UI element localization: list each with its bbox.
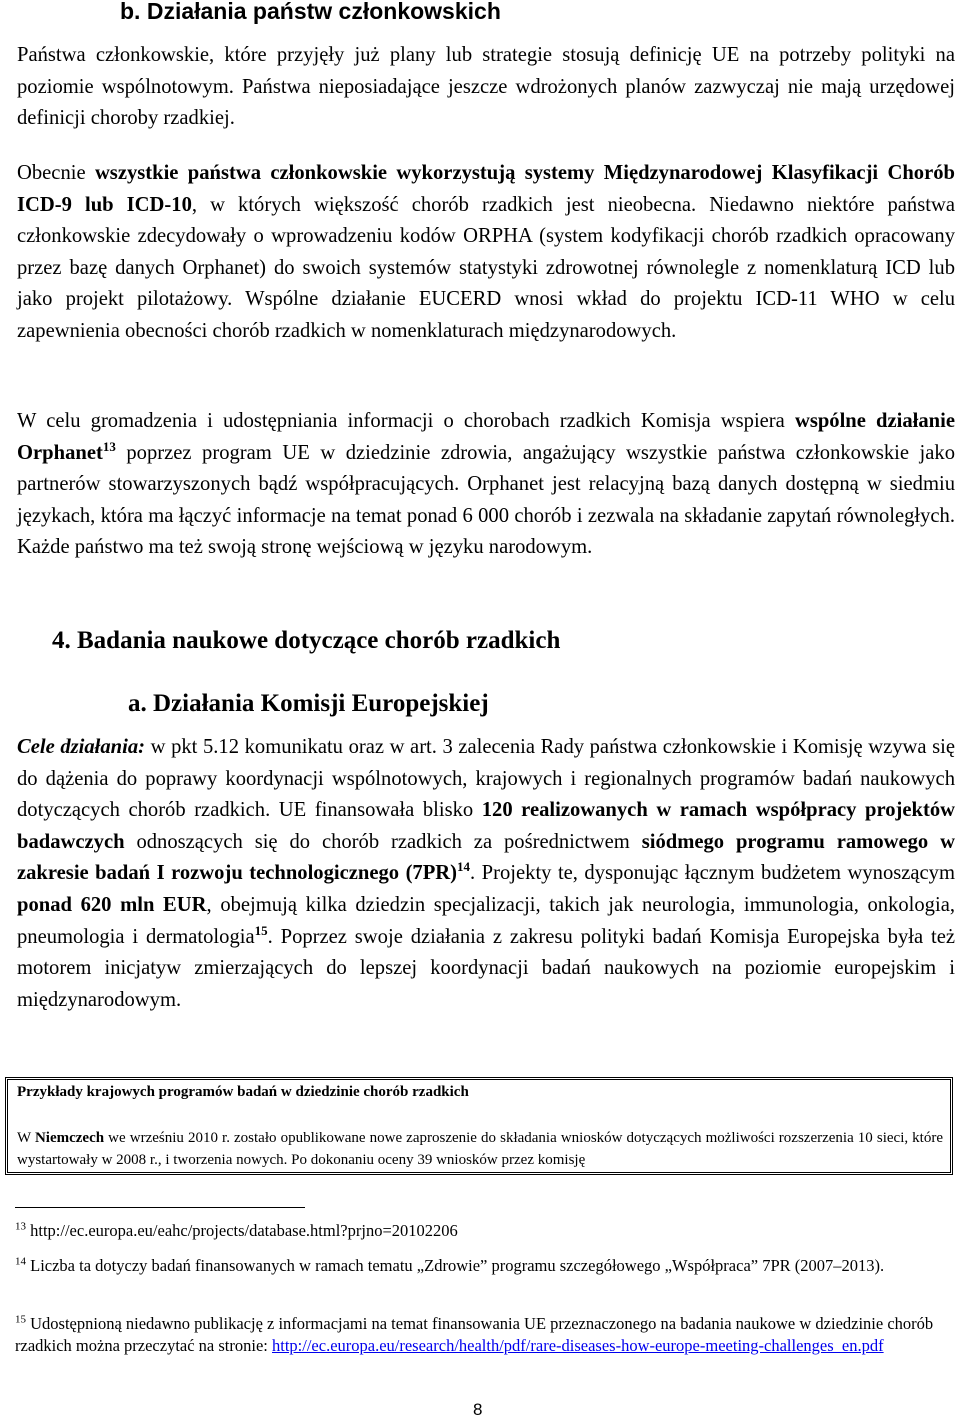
footnote-ref-13[interactable]: 13 [102, 438, 116, 454]
paragraph-research [17, 732, 955, 1016]
section-4a-heading: a. Działania Komisji Europejskiej [128, 690, 489, 717]
text-run: Obecnie [17, 162, 95, 184]
footnote-14 [15, 1255, 940, 1277]
footnote-number: 13 [15, 1220, 26, 1233]
bold-run: 120 realizowanych w ramach współpracy projektów badawczych [17, 799, 956, 853]
footnote-link[interactable]: http://ec.europa.eu/research/health/pdf/rare-diseases-how-europe-meeting-challenges_en.pdf [272, 1336, 884, 1355]
example-box-title: Przykłady krajowych programów badań w dziedzinie chorób rzadkich [17, 1084, 469, 1100]
paragraph-definitions [17, 40, 955, 135]
footnote-number: 15 [15, 1313, 26, 1326]
text-run: . Poprzez swoje działania z zakresu polityki badań Komisja Europejska była też motorem inicjatyw zmierzających do lepszej koordynacji badań naukowych na poziomie europejskim i międzynarodowym. [17, 925, 955, 1011]
bold-run: siódmego programu ramowego w zakresie badań I rozwoju technologicznego (7PR) [17, 830, 955, 885]
footnote-text: Liczba ta dotyczy badań finansowanych w ramach tematu „Zdrowie” programu szczegółowego „Współpraca” 7PR (2007–2013). [26, 1256, 885, 1275]
footnote-ref-15[interactable]: 15 [254, 922, 268, 938]
text-run: w pkt 5.12 komunikatu oraz w art. 3 zalecenia Rady państwa członkowskie i Komisję wzywa się do dążenia do poprawy koordynacji wspólnotowych, krajowych i regionalnych programów badań naukowych dotyczących chorób rzadkich. UE finansowała blisko [17, 736, 955, 822]
paragraph-icd [17, 158, 955, 348]
text-run: , w których większość chorób rzadkich jest nieobecna. Niedawno niektóre państwa członkowskie zdecydowały o wprowadzeniu kodów ORPHA (system kodyfikacji chorób rzadkich opracowany przez bazę danych Orphanet) do swoich systemów statystyki zdrowotnej równolegle z nomenklaturą ICD lub jako projekt pilotażowy. Wspólne działanie EUCERD wnosi wkład do projektu ICD-11 WHO w celu zapewnienia obecności chorób rzadkich w nomenklaturach międzynarodowych. [17, 193, 955, 342]
footnote-text: Udostępnioną niedawno publikację z informacjami na temat finansowania UE przeznaczonego na badania naukowe w dziedzinie chorób rzadkich można przeczytać na stronie: [15, 1314, 934, 1355]
text-run: W [17, 1130, 35, 1146]
example-box-text [17, 1127, 943, 1171]
text-run: W celu gromadzenia i udostępniania informacji o chorobach rzadkich Komisja wspiera [17, 410, 795, 432]
text-run: we wrześniu 2010 r. zostało opublikowane nowe zaproszenie do składania wniosków dotyczących możliwości rozszerzenia 10 sieci, które wystartowały w 2008 r., i tworzenia nowych. Po dokonaniu oceny 39 wniosków przez komisję [17, 1130, 944, 1168]
paragraph-orphanet [17, 406, 955, 564]
bold-run: ponad 620 mln EUR [17, 893, 207, 916]
section-4-heading: 4. Badania naukowe dotyczące chorób rzadkich [52, 627, 561, 654]
page-number: 8 [473, 1400, 483, 1419]
paragraph-text: Państwa członkowskie, które przyjęły już plany lub strategie stosują definicję UE na potrzeby polityki na poziomie wspólnotowym. Państwa nieposiadające jeszcze wdrożonych planów zazwyczaj nie mają urzędowej definicji choroby rzadkiej. [17, 44, 955, 130]
text-run: odnoszących się do chorób rzadkich za pośrednictwem [124, 830, 642, 853]
example-box [5, 1077, 953, 1175]
goals-label: Cele działania: [17, 736, 146, 758]
footnote-ref-14[interactable]: 14 [457, 859, 471, 875]
bold-run: Niemczech [34, 1130, 105, 1146]
text-run: poprzez program UE w dziedzinie zdrowia, angażujący wszystkie państwa członkowskie jako partnerów stowarzyszonych bądź współpracujących. Orphanet jest relacyjną bazą danych dostępną w siedmiu językach, która ma łączyć informacje na temat ponad 6 000 chorób i zezwala na składanie zapytań równoległych. Każde państwo ma też swoją stronę wejściową w języku narodowym. [17, 441, 955, 559]
bold-run: wspólne działanie Orphanet [17, 410, 955, 464]
bold-run: wszystkie państwa członkowskie wykorzystują systemy Międzynarodowej Klasyfikacji Chorób ICD-9 lub ICD-10 [17, 162, 955, 216]
section-b-heading: b. Działania państw członkowskich [120, 0, 501, 24]
footnote-text: http://ec.europa.eu/eahc/projects/database.html?prjno=20102206 [26, 1221, 458, 1240]
footnote-15 [15, 1313, 940, 1357]
footnote-number: 14 [15, 1255, 26, 1268]
footnote-divider [15, 1207, 305, 1208]
footnote-13 [15, 1220, 940, 1242]
text-run: . Projekty te, dysponując łącznym budżetem wynoszącym [470, 862, 955, 885]
text-run: , obejmują kilka dziedzin specjalizacji, takich jak neurologia, immunologia, onkologia, pneumologia i dermatologia [17, 893, 955, 948]
